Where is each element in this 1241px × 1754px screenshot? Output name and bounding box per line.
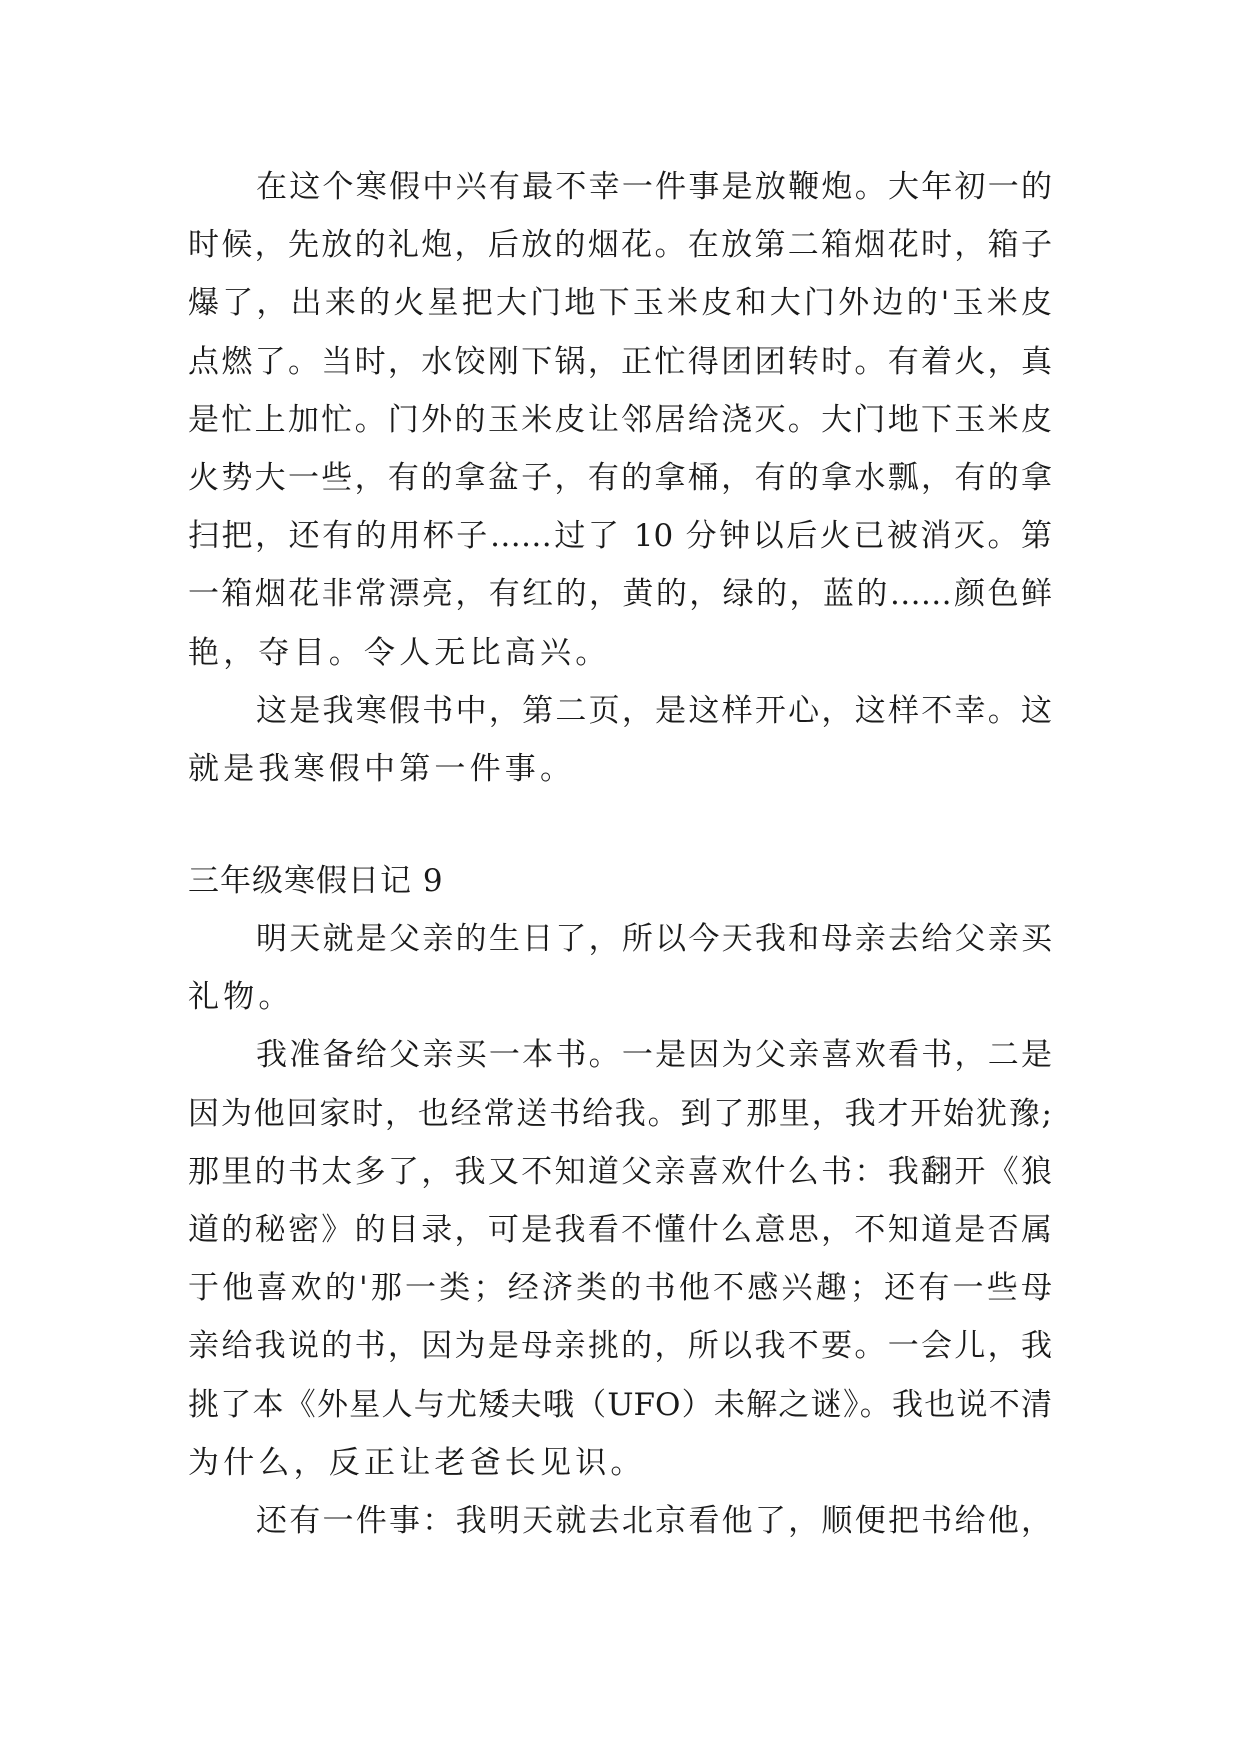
text-line: 这是我寒假书中，第二页，是这样开心，这样不幸。这: [256, 692, 1052, 729]
text-line: 点燃了。当时，水饺刚下锅，正忙得团团转时。有着火，真: [188, 343, 1052, 380]
text-line: 扫把，还有的用杯子……过了 10 分钟以后火已被消灭。第: [188, 518, 1052, 555]
paragraph-beijing: [188, 1492, 1052, 1550]
text-line: 时候，先放的礼炮，后放的烟花。在放第二箱烟花时，箱子: [188, 227, 1052, 264]
text-line: 还有一件事：我明天就去北京看他了，顺便把书给他，: [256, 1502, 1052, 1539]
text-line: 为什么，反正让老爸长见识。: [188, 1444, 646, 1481]
paragraph-firecrackers: [188, 158, 1052, 682]
text-line: 道的秘密》的目录，可是我看不懂什么意思，不知道是否属: [188, 1212, 1052, 1248]
document-body: [188, 158, 1052, 1550]
text-line: 一箱烟花非常漂亮，有红的，黄的，绿的，蓝的……颜色鲜: [188, 576, 1052, 613]
text-line: 明天就是父亲的生日了，所以今天我和母亲去给父亲买: [256, 921, 1052, 958]
text-line: 那里的书太多了，我又不知道父亲喜欢什么书：我翻开《狼: [188, 1153, 1052, 1190]
paragraph-summary: [188, 682, 1052, 798]
text-line: 因为他回家时，也经常送书给我。到了那里，我才开始犹豫;: [188, 1095, 1052, 1132]
text-line: 就是我寒假中第一件事。: [188, 750, 576, 787]
text-line: 我准备给父亲买一本书。一是因为父亲喜欢看书，二是: [256, 1037, 1052, 1074]
paragraph-birthday: [188, 910, 1052, 1026]
diary-heading: 三年级寒假日记 9: [188, 863, 444, 900]
text-line: 在这个寒假中兴有最不幸一件事是放鞭炮。大年初一的: [256, 169, 1052, 205]
text-line: 亲给我说的书，因为是母亲挑的，所以我不要。一会儿，我: [188, 1328, 1052, 1365]
text-line: 爆了，出来的火星把大门地下玉米皮和大门外边的'玉米皮: [188, 285, 1052, 322]
text-line: 是忙上加忙。门外的玉米皮让邻居给浇灭。大门地下玉米皮: [188, 401, 1052, 438]
text-line: 火势大一些，有的拿盆子，有的拿桶，有的拿水瓢，有的拿: [188, 459, 1052, 496]
text-line: 艳，夺目。令人无比高兴。: [188, 634, 611, 671]
text-line: 礼物。: [188, 979, 294, 1016]
text-line: 于他喜欢的'那一类；经济类的书他不感兴趣；还有一些母: [188, 1270, 1052, 1307]
section-gap: [188, 798, 1052, 852]
text-line: 挑了本《外星人与尤矮夫哦（UFO）未解之谜》。我也说不清: [188, 1386, 1052, 1423]
paragraph-book: [188, 1026, 1052, 1492]
